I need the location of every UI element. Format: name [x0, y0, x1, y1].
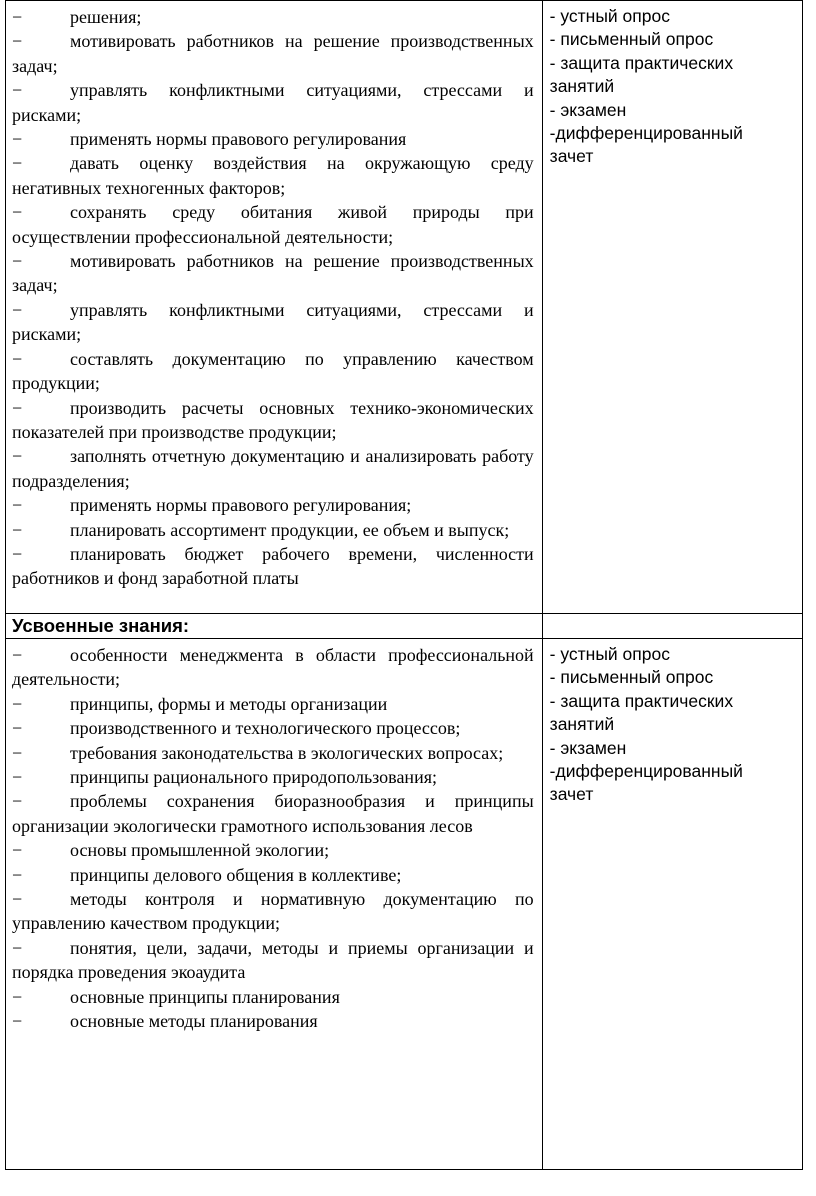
skill-item	[12, 5, 534, 29]
assessment-method: зачет	[549, 784, 594, 805]
dash-marker: −	[12, 446, 23, 467]
assessment-method: - защита практических	[549, 52, 734, 73]
knowledge-row	[6, 639, 803, 1170]
skill-item-text: составлять документацию по управлению качеством продукции;	[12, 348, 534, 394]
dash-marker: −	[12, 299, 23, 320]
knowledge-item	[12, 741, 534, 765]
knowledge-item	[12, 716, 534, 740]
dash-marker: −	[12, 1011, 23, 1032]
skill-item-text: управлять конфликтными ситуациями, стрессами и рисками;	[12, 299, 534, 345]
assessment-method: - экзамен	[549, 737, 627, 758]
skill-item	[12, 29, 534, 78]
skill-item	[12, 542, 534, 591]
dash-marker: −	[12, 7, 23, 27]
knowledge-header-empty-cell	[542, 614, 802, 639]
skill-item-text: применять нормы правового регулирования	[70, 129, 407, 150]
skill-item-text: мотивировать работников на решение производственных задач;	[12, 31, 534, 76]
assessment-method: - устный опрос	[549, 644, 670, 664]
knowledge-item-text: понятия, цели, задачи, методы и приемы организации и порядка проведения экоаудита	[12, 937, 534, 983]
skill-item	[12, 249, 534, 298]
knowledge-item	[12, 863, 534, 887]
skill-item-text: заполнять отчетную документацию и анализировать работу подразделения;	[12, 446, 534, 491]
assessment-method: занятий	[549, 714, 615, 735]
dash-marker: −	[12, 645, 23, 665]
assessment-method: зачет	[549, 146, 594, 167]
assessment-method: -дифференцированный	[549, 761, 743, 782]
skills-list	[6, 1, 542, 591]
knowledge-item	[12, 887, 534, 936]
knowledge-item-text: основные методы планирования	[70, 1011, 318, 1032]
dash-marker: −	[12, 519, 23, 540]
knowledge-item-text: принципы делового общения в коллективе;	[70, 864, 402, 885]
assessment-method: - письменный опрос	[549, 667, 714, 688]
skill-item	[12, 518, 534, 542]
knowledge-item	[12, 1009, 534, 1033]
skills-methods-cell	[542, 1, 802, 614]
assessment-method: - экзамен	[549, 99, 627, 120]
skill-item-text: применять нормы правового регулирования;	[70, 495, 412, 516]
dash-marker: −	[12, 397, 23, 418]
competency-table	[5, 0, 803, 1170]
dash-marker: −	[12, 348, 23, 369]
dash-marker: −	[12, 543, 23, 564]
dash-marker: −	[12, 31, 23, 52]
dash-marker: −	[12, 840, 23, 861]
skill-item-text: планировать ассортимент продукции, ее объем и выпуск;	[70, 519, 510, 540]
knowledge-item	[12, 765, 534, 789]
dash-marker: −	[12, 986, 23, 1007]
assessment-method: -дифференцированный	[549, 123, 743, 144]
skill-item-text: планировать бюджет рабочего времени, численности работников и фонд заработной платы	[12, 543, 534, 589]
skill-item	[12, 444, 534, 493]
assessment-method: - устный опрос	[549, 6, 670, 26]
knowledge-item	[12, 985, 534, 1009]
dash-marker: −	[12, 889, 23, 910]
skills-methods-list	[543, 1, 802, 169]
dash-marker: −	[12, 693, 23, 714]
knowledge-item	[12, 838, 534, 862]
skill-item-text: сохранять среду обитания живой природы при осуществлении профессиональной деятельности;	[12, 202, 534, 247]
skill-item-text: мотивировать работников на решение производственных задач;	[12, 251, 534, 296]
skill-item	[12, 78, 534, 127]
skill-item-text: давать оценку воздействия на окружающую среду негативных техногенных факторов;	[12, 153, 534, 198]
dash-marker: −	[12, 767, 23, 788]
knowledge-item-text: основы промышленной экологии;	[70, 840, 330, 861]
skill-item-text: управлять конфликтными ситуациями, стрессами и рисками;	[12, 80, 534, 125]
knowledge-item-text: проблемы сохранения биоразнообразия и принципы организации экологически грамотного использования лесов	[12, 791, 534, 836]
skill-item	[12, 127, 534, 151]
assessment-method: - защита практических	[549, 690, 734, 711]
dash-marker: −	[12, 153, 23, 174]
knowledge-header: Усвоенные знания:	[12, 615, 190, 636]
knowledge-item-text: основные принципы планирования	[70, 986, 340, 1007]
knowledge-item-text: принципы, формы и методы организации	[70, 693, 388, 714]
knowledge-item-text: требования законодательства в экологических вопросах;	[70, 742, 504, 763]
knowledge-item	[12, 692, 534, 716]
assessment-method: - письменный опрос	[549, 29, 714, 50]
skill-item	[12, 347, 534, 396]
skills-row	[6, 1, 803, 614]
skill-item	[12, 493, 534, 517]
skill-item	[12, 151, 534, 200]
knowledge-header-row	[6, 614, 803, 639]
knowledge-item-text: особенности менеджмента в области профессиональной деятельности;	[12, 645, 534, 690]
knowledge-cell	[6, 639, 543, 1170]
skill-item-text: производить расчеты основных технико-экономических показателей при производстве продукции;	[12, 397, 534, 442]
knowledge-methods-list	[543, 639, 802, 807]
knowledge-item-text: принципы рационального природопользования;	[70, 767, 437, 788]
dash-marker: −	[12, 718, 23, 739]
dash-marker: −	[12, 80, 23, 101]
dash-marker: −	[12, 202, 23, 223]
dash-marker: −	[12, 791, 23, 812]
knowledge-item-text: производственного и технологического процессов;	[70, 718, 461, 739]
skill-item-text: решения;	[70, 7, 142, 27]
knowledge-item-text: методы контроля и нормативную документацию по управлению качеством продукции;	[12, 889, 534, 934]
dash-marker: −	[12, 742, 23, 763]
skill-item	[12, 200, 534, 249]
knowledge-item	[12, 936, 534, 985]
dash-marker: −	[12, 495, 23, 516]
knowledge-list	[6, 639, 542, 1034]
dash-marker: −	[12, 864, 23, 885]
assessment-method: занятий	[549, 76, 615, 97]
knowledge-item	[12, 789, 534, 838]
dash-marker: −	[12, 937, 23, 958]
dash-marker: −	[12, 251, 23, 272]
skills-cell	[6, 1, 543, 614]
knowledge-item	[12, 643, 534, 692]
skill-item	[12, 396, 534, 445]
dash-marker: −	[12, 129, 23, 150]
knowledge-header-cell	[6, 614, 543, 639]
knowledge-methods-cell	[542, 639, 802, 1170]
skill-item	[12, 298, 534, 347]
